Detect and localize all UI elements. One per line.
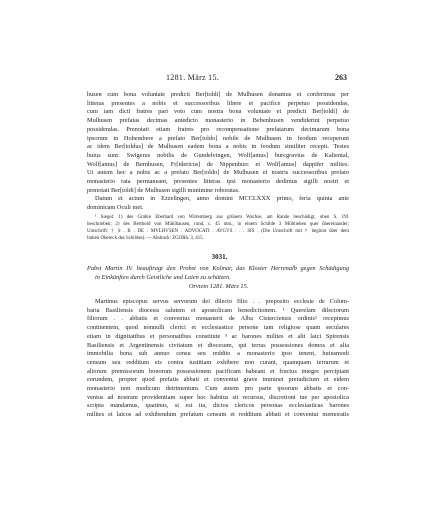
text-line: Martinus episcopus servus servorum dei dilecto filio . . preposito ecclesie de Colum- xyxy=(95,298,349,305)
text-line: Wolf[amus] de Bernhusen, Fr[idericus] de Nippenburc et Wolf[amus] dappifer milites. xyxy=(87,160,349,168)
running-header xyxy=(0,73,439,85)
datum-line: Datum et actum in Ezzelingen, anno domini MCCLXXX primo, feria quinta ante xyxy=(95,195,349,203)
place-date: Orvieto 1281. März 15. xyxy=(189,282,249,290)
text-line: aliorum premissorum bonorum possessionem pacificam habeant et fructus integre percipiant xyxy=(87,367,349,375)
text-line: scripta mandamus, quatinus, si est ita, dictos clericos personas ecclesiasticas barones xyxy=(87,402,349,410)
text-line: prenotati Ber[toldi] de Mulhusen sigilli munimine roboratas. xyxy=(87,186,240,194)
regest xyxy=(87,265,349,291)
text-line: eorundem, propter quod prefatis abbati et conventui grave imminet preiudicium et eidem xyxy=(87,376,349,384)
charter-text xyxy=(87,91,349,213)
document-number: 3031. xyxy=(211,253,228,261)
text-line: immobilia bona sub annuo censu seu reddito a monasterio ipso tenent, huiusmodi xyxy=(87,350,349,358)
text-line: etiam in dignitatibus et personatibus constitute ³ ac barones milites et alii laici Spirensis xyxy=(87,332,349,340)
text-line: monasterio rata permaneant, presentes litteras ipsi monasterio dedimus sigilli nostri et xyxy=(87,178,349,186)
text-line: Basiliensis et Argentinensis civitatum et diocesum, qui terras possessiones domos et alia xyxy=(87,341,349,349)
text-line: cum iam dicti fratres pari voto cum nostra bona voluntate et predicti Ber[toldi] de xyxy=(87,108,349,116)
text-line: husen cum bona voluntate predicti Ber[toldi] de Mulhusen donamus et conferimus per xyxy=(87,91,349,98)
text-line: huius sunt: Swigerus nobilis de Gundelvingen, Wolf[amus] burcgravius de Kaltental, xyxy=(87,151,349,159)
regest-line: in Einkünften durch Geistliche und Laien zu schützen. xyxy=(95,273,231,281)
regest-line: Pabst Martin IV. beauftragt den Probst von Kolmar, das Kloster Herrenalb gegen Schädigung xyxy=(87,265,349,272)
letter-text xyxy=(87,298,349,420)
footnote-line: linken Obereck des Schildes). — Abdruck: ZGORh. 3, 415. xyxy=(87,235,204,241)
footnote xyxy=(87,215,349,243)
text-line: milites et laicos ad exhibendum prefatum censum et redditum abbati et conventui memoratis xyxy=(87,411,349,419)
text-line: ipsorum in Hohembere a prefato Ber[toldo] nobile de Mulhusen in feodum receperunt xyxy=(87,134,349,142)
text-line: litteras presentes a nobis et successoribus libere et pacifice perpetuo possidendas, xyxy=(87,99,349,107)
text-line: Mulhusen prefatas decimas antedicto monasterio in Bebenhusen vendiderint perpetuo xyxy=(87,117,349,125)
running-title: 1281. März 15. xyxy=(166,73,220,82)
text-line: ac idem Ber[toldus] de Mulhusen eadem bona a nobis in feodum similiter recepit. Testes xyxy=(87,143,349,151)
text-line: continentem, quod nonnulli clerici et ecclesiastice persone tam religiose quam seculares xyxy=(87,324,349,332)
datum-line: dominicam Oculi mei. xyxy=(87,204,144,212)
text-line: baria Basiliensis diocesis salutem et apostolicam benedictionem. ¹ Querelam dilectorum xyxy=(87,306,349,314)
footnote-line: beschrieben; 2) des Berthold von Mühlhausen, rund, c. 45 mm., in einem Schilde 3 Möbliehen quer übereinander; xyxy=(87,221,349,227)
text-line: censum seu redditum eis contra iustitiam exhibere non curant, quamquam terrarum et xyxy=(87,358,349,366)
text-line: filiorum . . abbatis et conventus monasterii de Alba Cisterciensis ordinis² recepimus xyxy=(87,315,349,323)
footnote-line: Umschrift: † S . B . DE . MVLHVSEN . ADVOCATI . AVGVS . . . SIS . (Die Umschrift mit † beginnt über dem xyxy=(87,228,349,234)
text-line: Ut autem hec a nobis ac a prefato Ber[toldo] de Mulhusen et nostris successoribus prefato xyxy=(87,169,349,177)
page-number: 263 xyxy=(335,73,347,82)
footnote-line: ¹ Siegel: 1) des Grafen Eberhard von Wirtemberg aus grünem Wachse, am Rande beschädigt, oben S. 191 xyxy=(95,215,349,220)
text-line: ventus ad nostram providentiam super hoc habitus sit recursus, discretioni tue per apostolica xyxy=(87,393,349,401)
text-line: possidendas. Prenotati etiam fratres pro recompensatione prefatarum decimarum bona xyxy=(87,125,349,133)
text-line: monasterio non modicum detrimentum. Cum autem pro parte ipsorum abbatis et con- xyxy=(87,385,349,393)
